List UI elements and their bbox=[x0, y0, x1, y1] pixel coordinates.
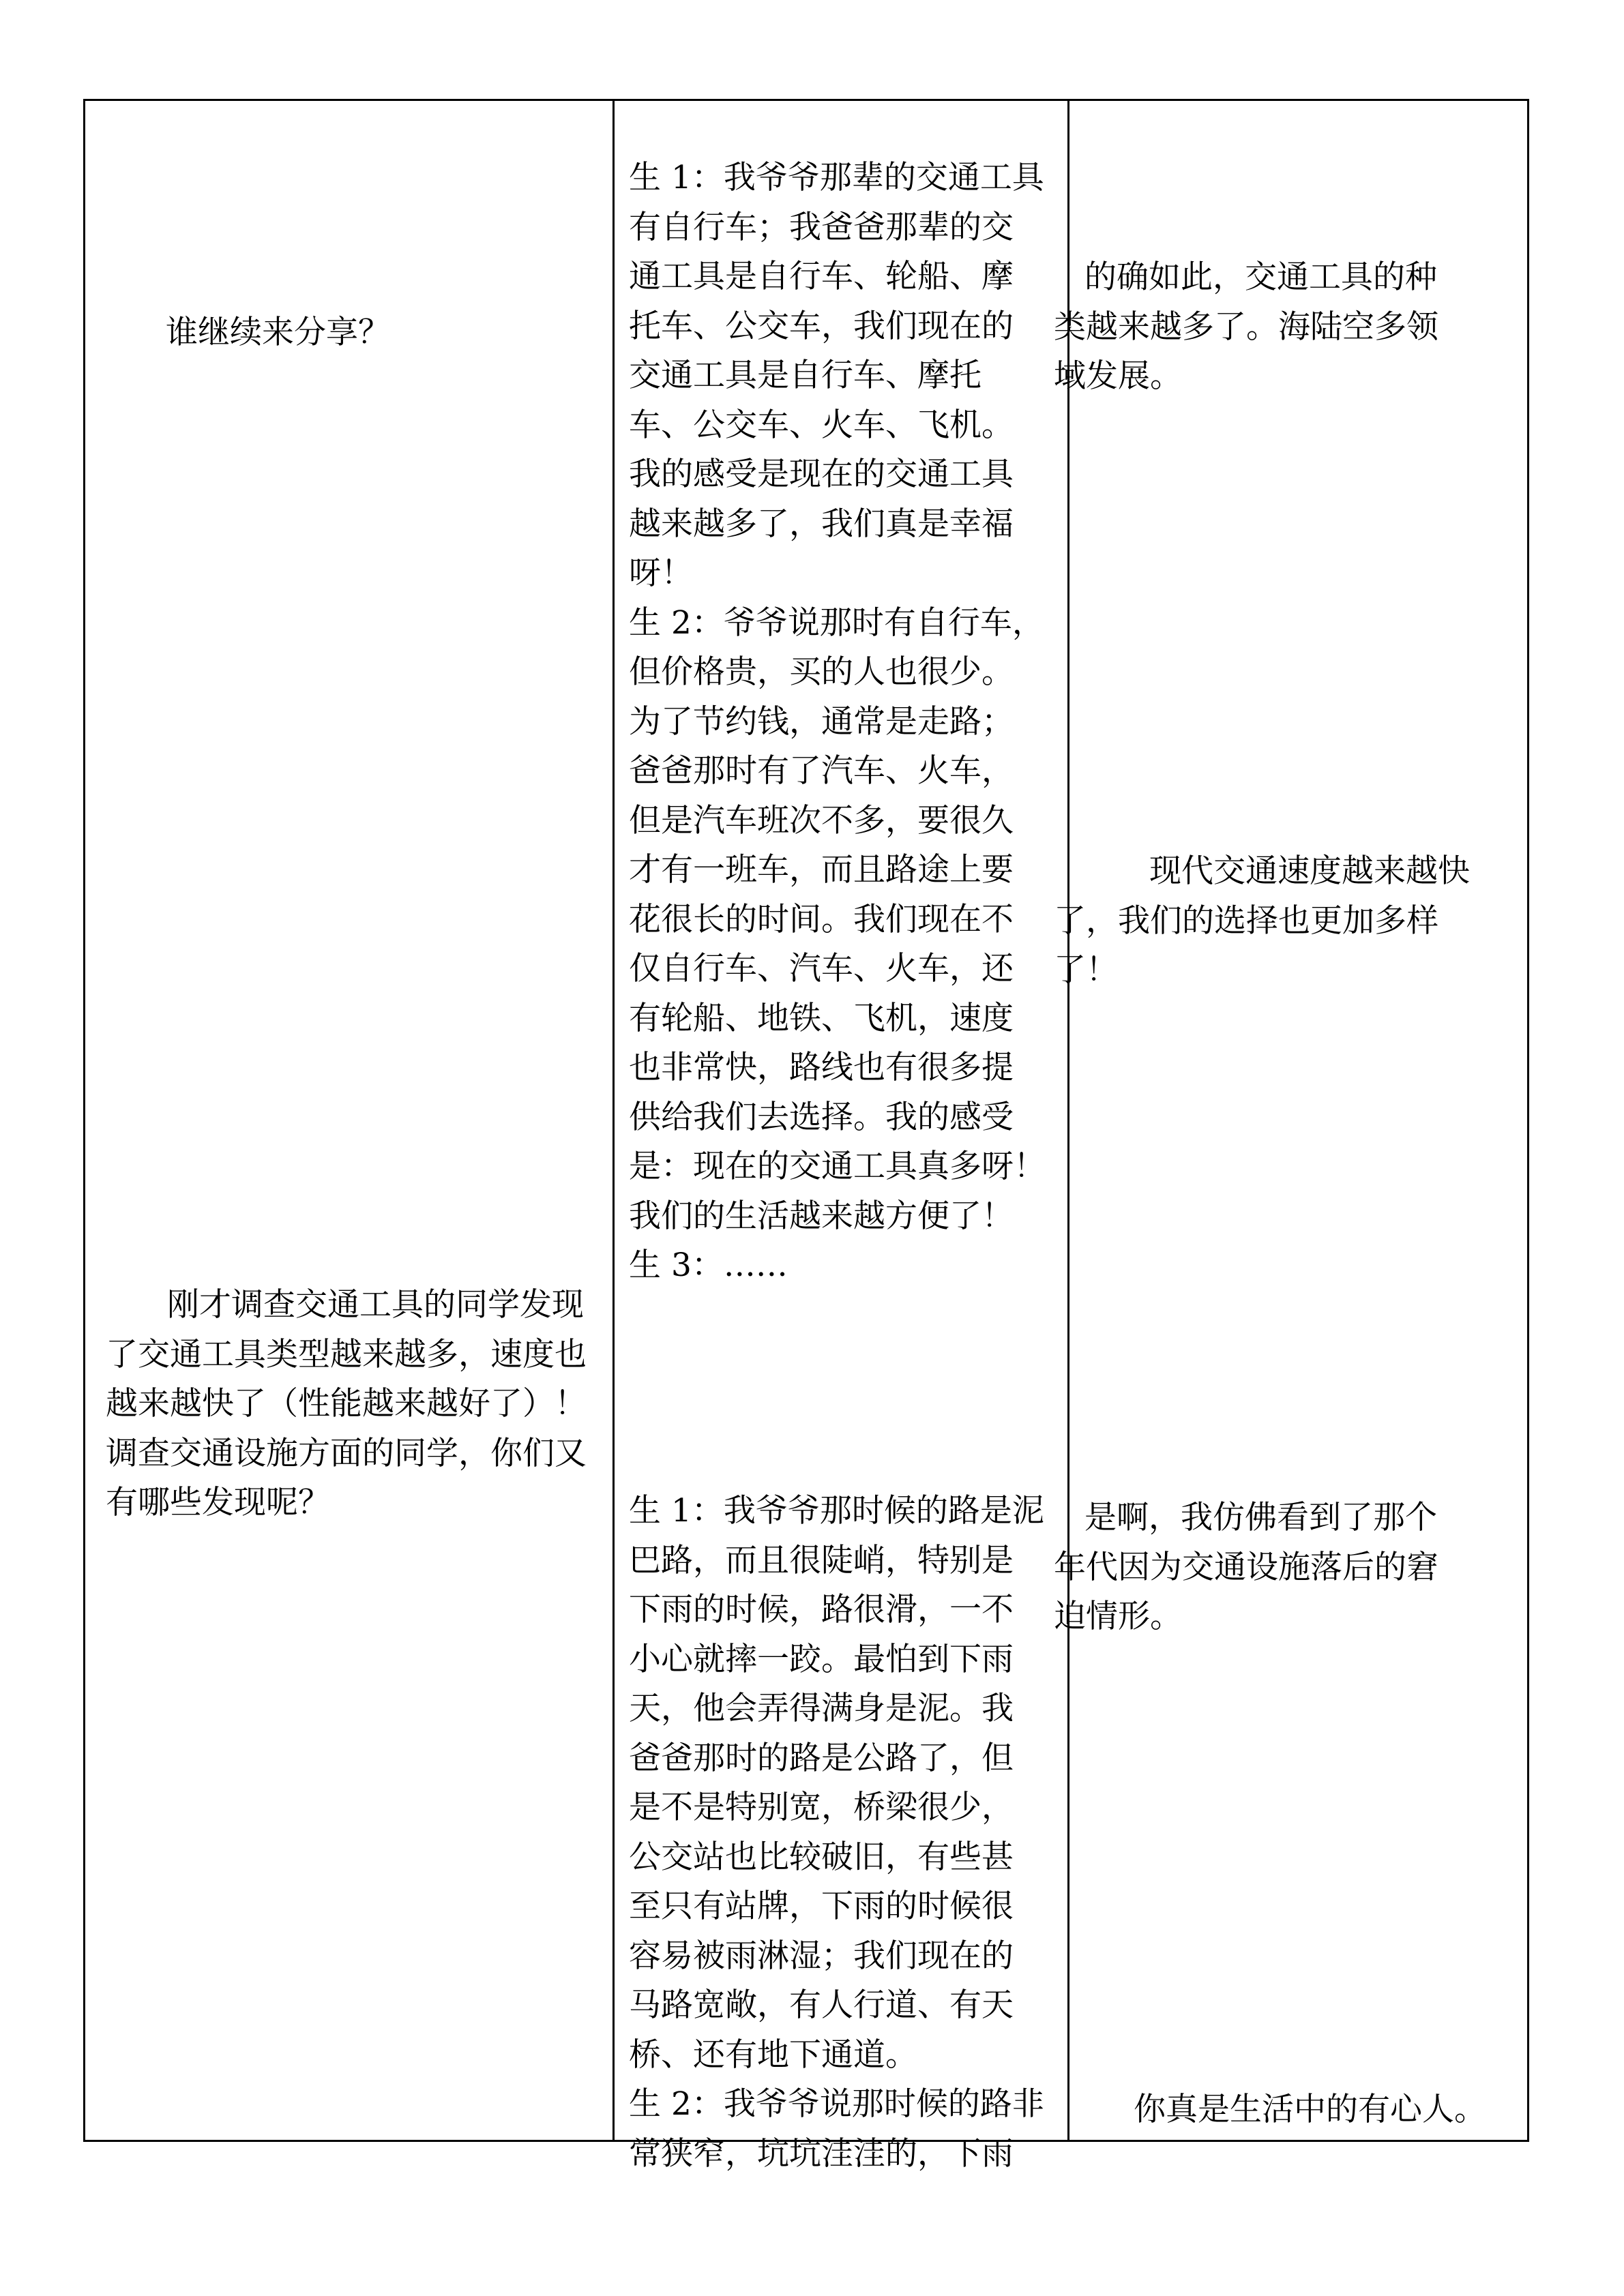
column-divider-2 bbox=[1067, 101, 1069, 2140]
text-line: 迫情形。 bbox=[1054, 1598, 1182, 1635]
text-line: 天，他会弄得满身是泥。我 bbox=[629, 1690, 1014, 1727]
text-line: 生 1：我爷爷那时候的路是泥 bbox=[629, 1492, 1044, 1530]
text-line: 爸爸那时的路是公路了，但 bbox=[629, 1739, 1014, 1777]
text-line: 越来越多了，我们真是幸福 bbox=[629, 505, 1014, 543]
text-line: 生 3：…… bbox=[629, 1247, 788, 1284]
text-line: 车、公交车、火车、飞机。 bbox=[629, 406, 1014, 444]
text-line: 刚才调查交通工具的同学发现 bbox=[167, 1286, 584, 1324]
text-line: 至只有站牌，下雨的时候很 bbox=[629, 1888, 1014, 1925]
text-line: 类越来越多了。海陆空多领 bbox=[1054, 308, 1438, 346]
text-line: 巴路，而且很陡峭，特别是 bbox=[629, 1541, 1014, 1579]
text-line: 桥、还有地下通道。 bbox=[629, 2036, 917, 2074]
text-line: 但是汽车班次不多，要很久 bbox=[629, 801, 1014, 839]
text-line: 供给我们去选择。我的感受 bbox=[629, 1098, 1014, 1136]
text-line: 现代交通速度越来越快 bbox=[1149, 852, 1470, 890]
teacher-prompt-1 bbox=[166, 308, 390, 358]
text-line: 我的感受是现在的交通工具 bbox=[629, 456, 1014, 493]
teacher-comment-4 bbox=[1134, 2085, 1486, 2135]
text-line: 生 2：我爷爷说那时候的路非 bbox=[629, 2085, 1044, 2123]
text-line: 越来越快了（性能越来越好了）！ bbox=[106, 1385, 587, 1422]
teacher-comment-3 bbox=[1054, 1493, 1438, 1642]
text-line: 我们的生活越来越方便了！ bbox=[629, 1197, 1014, 1235]
text-line: 有自行车；我爸爸那辈的交 bbox=[629, 208, 1014, 246]
text-line: 下雨的时候，路很滑，一不 bbox=[629, 1591, 1014, 1628]
text-line: 仅自行车、汽车、火车，还 bbox=[629, 950, 1014, 987]
text-line: 的确如此，交通工具的种 bbox=[1084, 258, 1437, 296]
text-line: 调查交通设施方面的同学，你们又 bbox=[106, 1434, 587, 1472]
student-responses-facilities bbox=[629, 1487, 1044, 2179]
text-line: 谁继续来分享？ bbox=[166, 314, 390, 351]
teacher-prompt-2 bbox=[106, 1281, 587, 1528]
text-line: 有哪些发现呢？ bbox=[106, 1484, 330, 1521]
text-line: 生 1：我爷爷那辈的交通工具 bbox=[629, 159, 1044, 196]
text-line: 了交通工具类型越来越多，速度也 bbox=[106, 1335, 587, 1373]
text-line: 交通工具是自行车、摩托 bbox=[629, 357, 981, 394]
text-line: 年代因为交通设施落后的窘 bbox=[1054, 1548, 1438, 1586]
text-line: 花很长的时间。我们现在不 bbox=[629, 900, 1014, 938]
column-divider-1 bbox=[612, 101, 615, 2140]
text-line: 小心就摔一跤。最怕到下雨 bbox=[629, 1640, 1014, 1678]
text-line: 爸爸那时有了汽车、火车， bbox=[629, 752, 1014, 790]
text-line: 但价格贵，买的人也很少。 bbox=[629, 653, 1014, 691]
text-line: 也非常快，路线也有很多提 bbox=[629, 1049, 1014, 1086]
text-line: 是不是特别宽，桥梁很少， bbox=[629, 1789, 1014, 1826]
text-line: 有轮船、地铁、飞机，速度 bbox=[629, 999, 1014, 1037]
text-line: 是啊，我仿佛看到了那个 bbox=[1084, 1499, 1437, 1536]
text-line: 通工具是自行车、轮船、摩 bbox=[629, 258, 1014, 295]
text-line: 才有一班车，而且路途上要 bbox=[629, 851, 1014, 889]
teacher-comment-1 bbox=[1054, 253, 1438, 402]
text-line: 了！ bbox=[1054, 951, 1118, 989]
text-line: 托车、公交车，我们现在的 bbox=[629, 307, 1014, 345]
text-line: 公交站也比较破旧，有些甚 bbox=[629, 1838, 1014, 1876]
text-line: 你真是生活中的有心人。 bbox=[1134, 2091, 1486, 2128]
text-line: 马路宽敞，有人行道、有天 bbox=[629, 1986, 1014, 2024]
teacher-comment-2 bbox=[1054, 847, 1470, 996]
text-line: 为了节约钱，通常是走路； bbox=[629, 702, 1014, 741]
text-line: 域发展。 bbox=[1054, 357, 1182, 395]
text-line: 常狭窄，坑坑洼洼的，下雨 bbox=[629, 2134, 1014, 2173]
text-line: 生 2：爷爷说那时有自行车， bbox=[629, 603, 1044, 642]
text-line: 了，我们的选择也更加多样 bbox=[1054, 901, 1438, 940]
text-line: 容易被雨淋湿；我们现在的 bbox=[629, 1937, 1014, 1975]
student-responses-vehicles bbox=[629, 153, 1046, 1291]
text-line: 是：现在的交通工具真多呀！ bbox=[629, 1148, 1046, 1185]
text-line: 呀！ bbox=[629, 554, 693, 592]
